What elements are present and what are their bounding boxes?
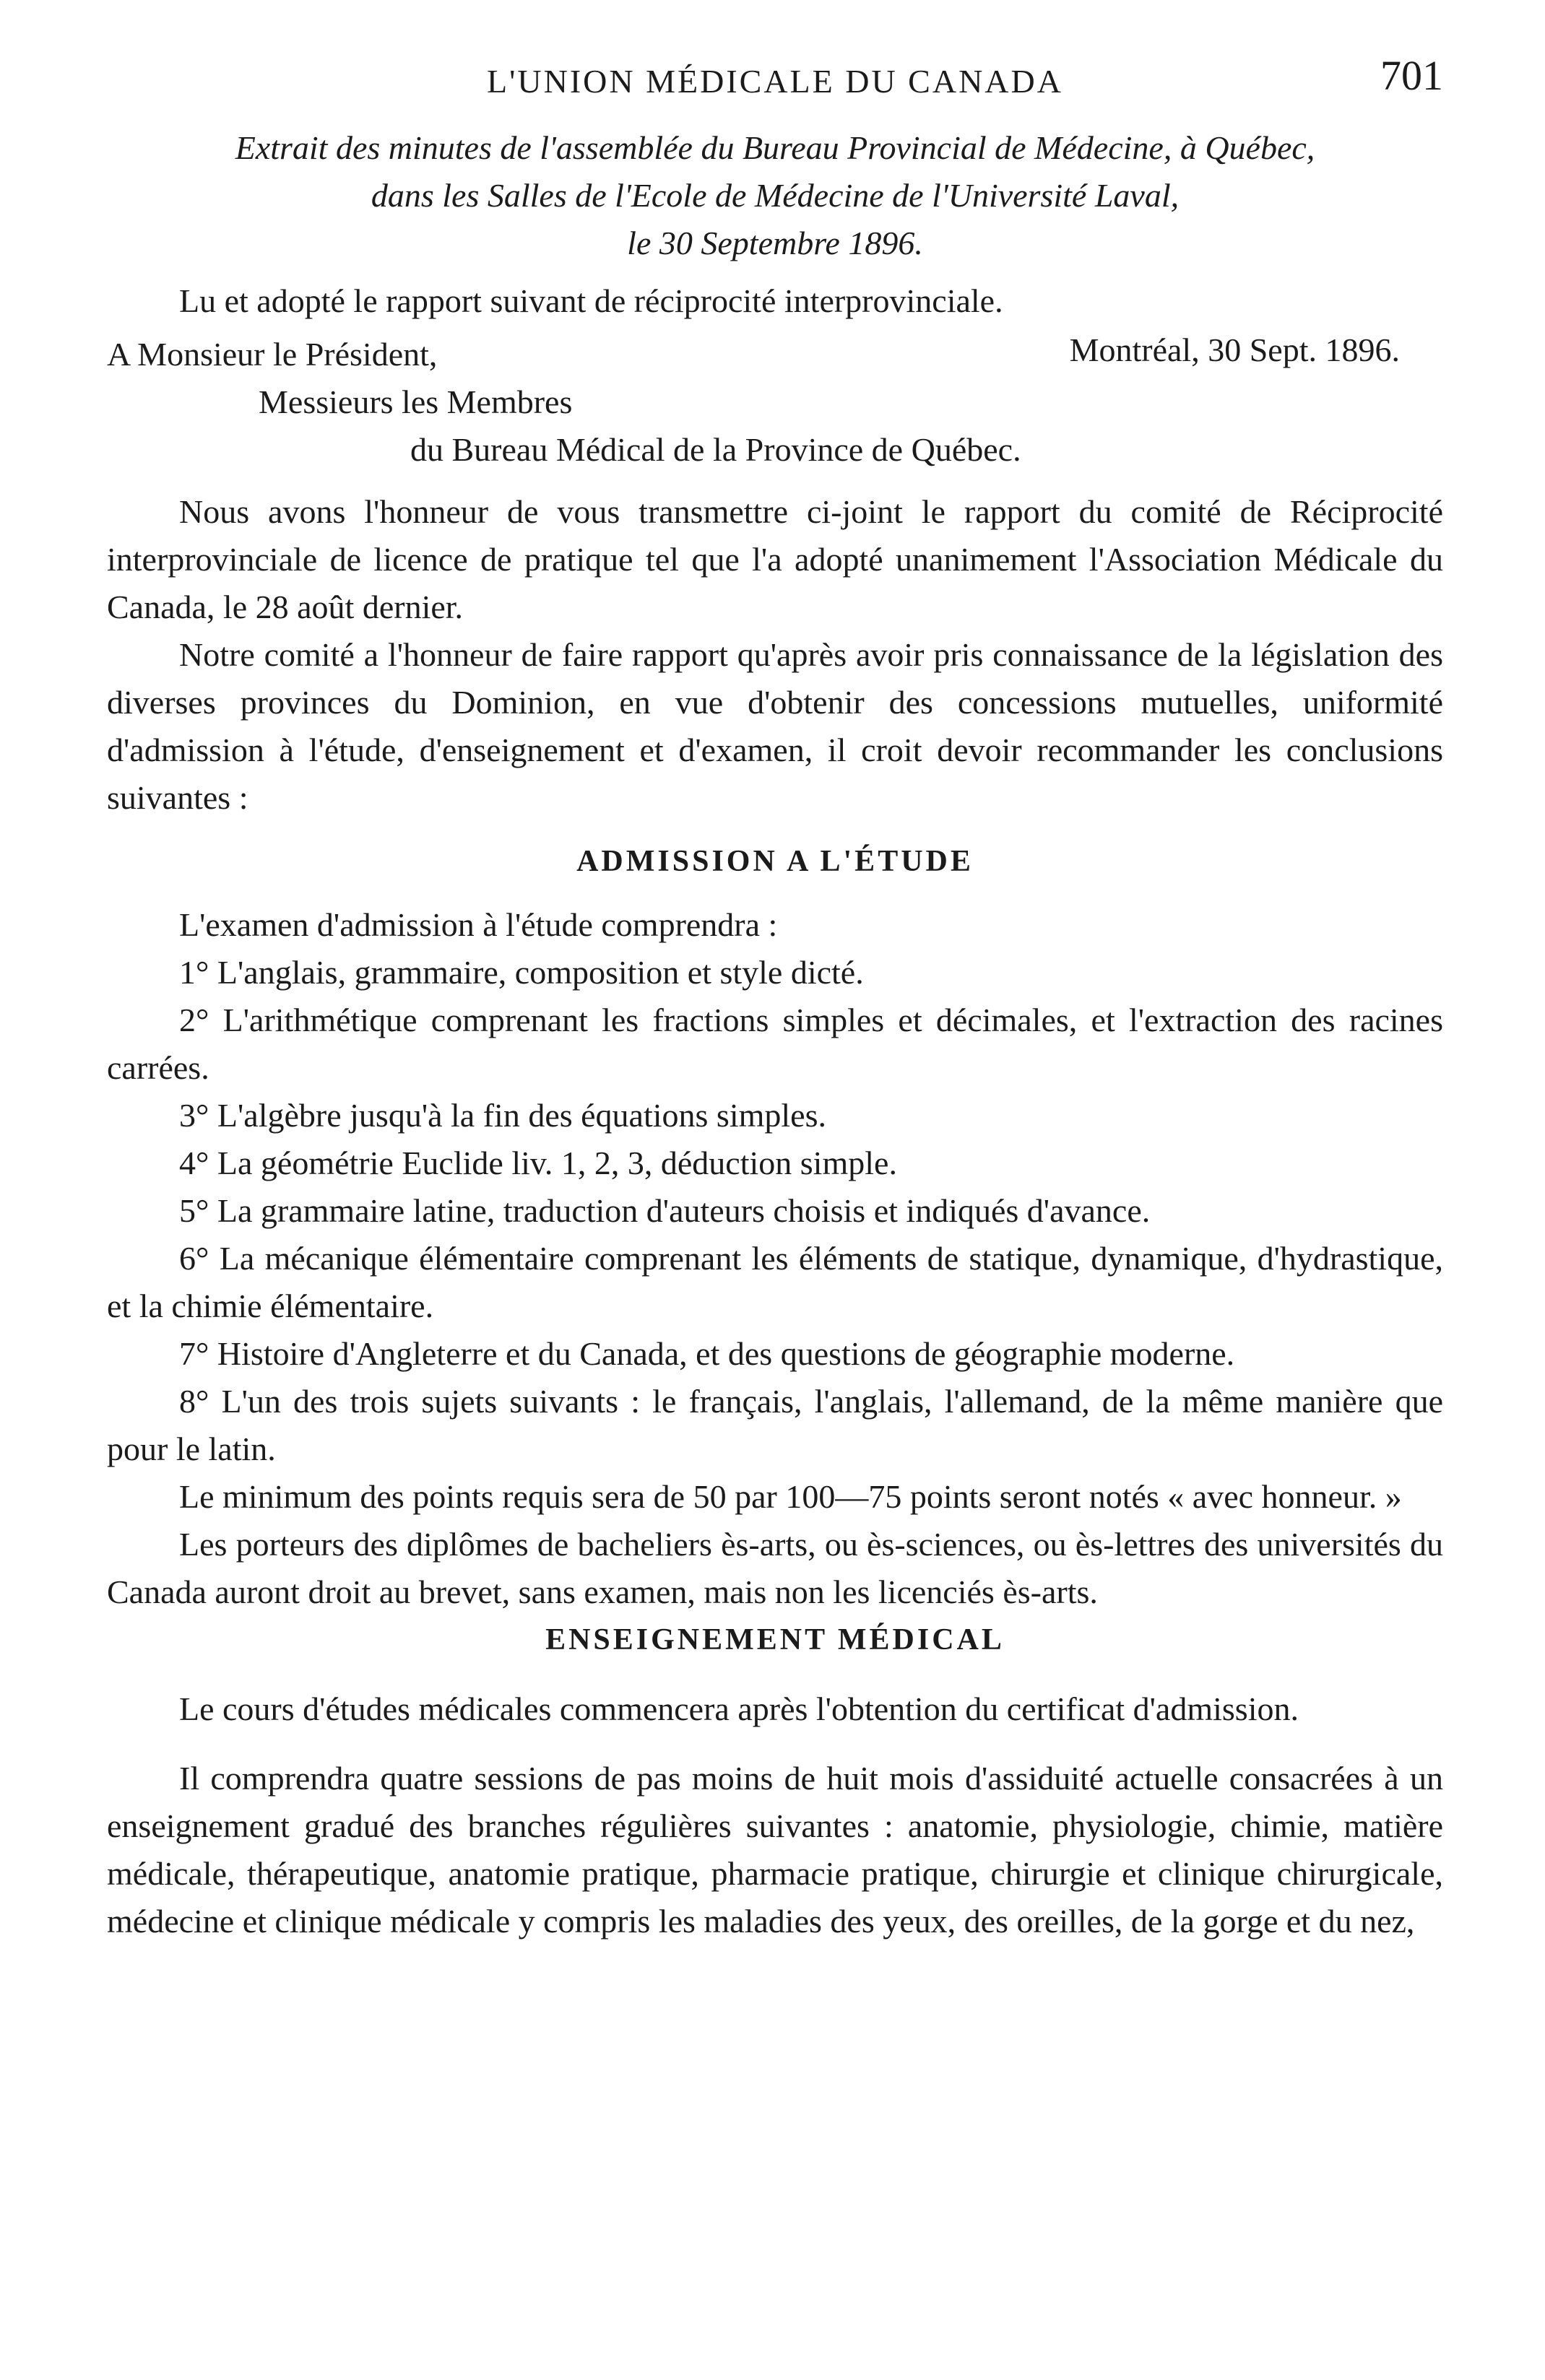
running-title: L'UNION MÉDICALE DU CANADA <box>487 63 1063 100</box>
extract-title-line: Extrait des minutes de l'assemblée du Bureau Provincial de Médecine, à Québec, <box>235 129 1315 166</box>
section-heading-teaching: ENSEIGNEMENT MÉDICAL <box>545 1623 1005 1656</box>
adopted-line: Lu et adopté le rapport suivant de réciprocité interprovinciale. <box>179 282 1003 319</box>
admission-diplomas: Les porteurs des diplômes de bacheliers ès-arts, ou ès-sciences, ou ès-lettres des universités du Canada auront droit au brevet, sans examen, mais non les licenciés ès-arts. <box>107 1526 1443 1610</box>
admission-item: 3° L'algèbre jusqu'à la fin des équations simples. <box>179 1097 826 1134</box>
salutation-line: du Bureau Médical de la Province de Québec. <box>410 431 1021 468</box>
admission-item: 1° L'anglais, grammaire, composition et style dicté. <box>179 954 864 991</box>
admission-lead: L'examen d'admission à l'étude comprendra : <box>179 906 778 943</box>
page-number: 701 <box>1380 52 1443 99</box>
admission-item: 6° La mécanique élémentaire comprenant les éléments de statique, dynamique, d'hydrastique, et la chimie élémentaire. <box>107 1240 1443 1324</box>
place-date: Montréal, 30 Sept. 1896. <box>1069 331 1400 368</box>
intro-paragraph: Notre comité a l'honneur de faire rapport qu'après avoir pris connaissance de la législation des diverses provinces du Dominion, en vue d'obtenir des concessions mutuelles, uniformité d'admission à l'étude, d'enseignement et d'examen, il croit devoir recommander les conclusions suivantes : <box>107 636 1443 816</box>
admission-minimum: Le minimum des points requis sera de 50 par 100—75 points seront notés « avec honneur. » <box>179 1478 1402 1515</box>
admission-item: 2° L'arithmétique comprenant les fractions simples et décimales, et l'extraction des racines carrées. <box>107 1002 1443 1086</box>
page <box>107 52 1443 1945</box>
extract-title-line: le 30 Septembre 1896. <box>627 225 923 261</box>
section-heading-admission: ADMISSION A L'ÉTUDE <box>576 845 974 878</box>
admission-item: 5° La grammaire latine, traduction d'auteurs choisis et indiqués d'avance. <box>179 1192 1151 1229</box>
admission-item: 7° Histoire d'Angleterre et du Canada, et des questions de géographie moderne. <box>179 1335 1235 1372</box>
intro-paragraph: Nous avons l'honneur de vous transmettre ci-joint le rapport du comité de Réciprocité interprovinciale de licence de pratique tel que l'a adopté unanimement l'Association Médicale du Canada, le 28 août dernier. <box>107 493 1443 625</box>
teaching-paragraph: Il comprendra quatre sessions de pas moins de huit mois d'assiduité actuelle consacrées à un enseignement gradué des branches régulières suivantes : anatomie, physiologie, chimie, matière médicale, thérapeutique, anatomie pratique, pharmacie pratique, chirurgie et clinique chirurgicale, médecine et clinique médicale y compris les maladies des yeux, des oreilles, de la gorge et du nez, <box>107 1760 1443 1940</box>
extract-title-line: dans les Salles de l'Ecole de Médecine de l'Université Laval, <box>371 177 1180 214</box>
admission-item: 4° La géométrie Euclide liv. 1, 2, 3, déduction simple. <box>179 1145 897 1181</box>
running-head <box>107 52 1443 124</box>
teaching-paragraph: Le cours d'études médicales commencera après l'obtention du certificat d'admission. <box>179 1690 1299 1727</box>
salutation-line: Messieurs les Membres <box>259 383 573 420</box>
extract-title <box>107 124 1443 267</box>
admission-item: 8° L'un des trois sujets suivants : le français, l'anglais, l'allemand, de la même manière que pour le latin. <box>107 1383 1443 1467</box>
salutation-line: A Monsieur le Président, <box>107 336 438 373</box>
